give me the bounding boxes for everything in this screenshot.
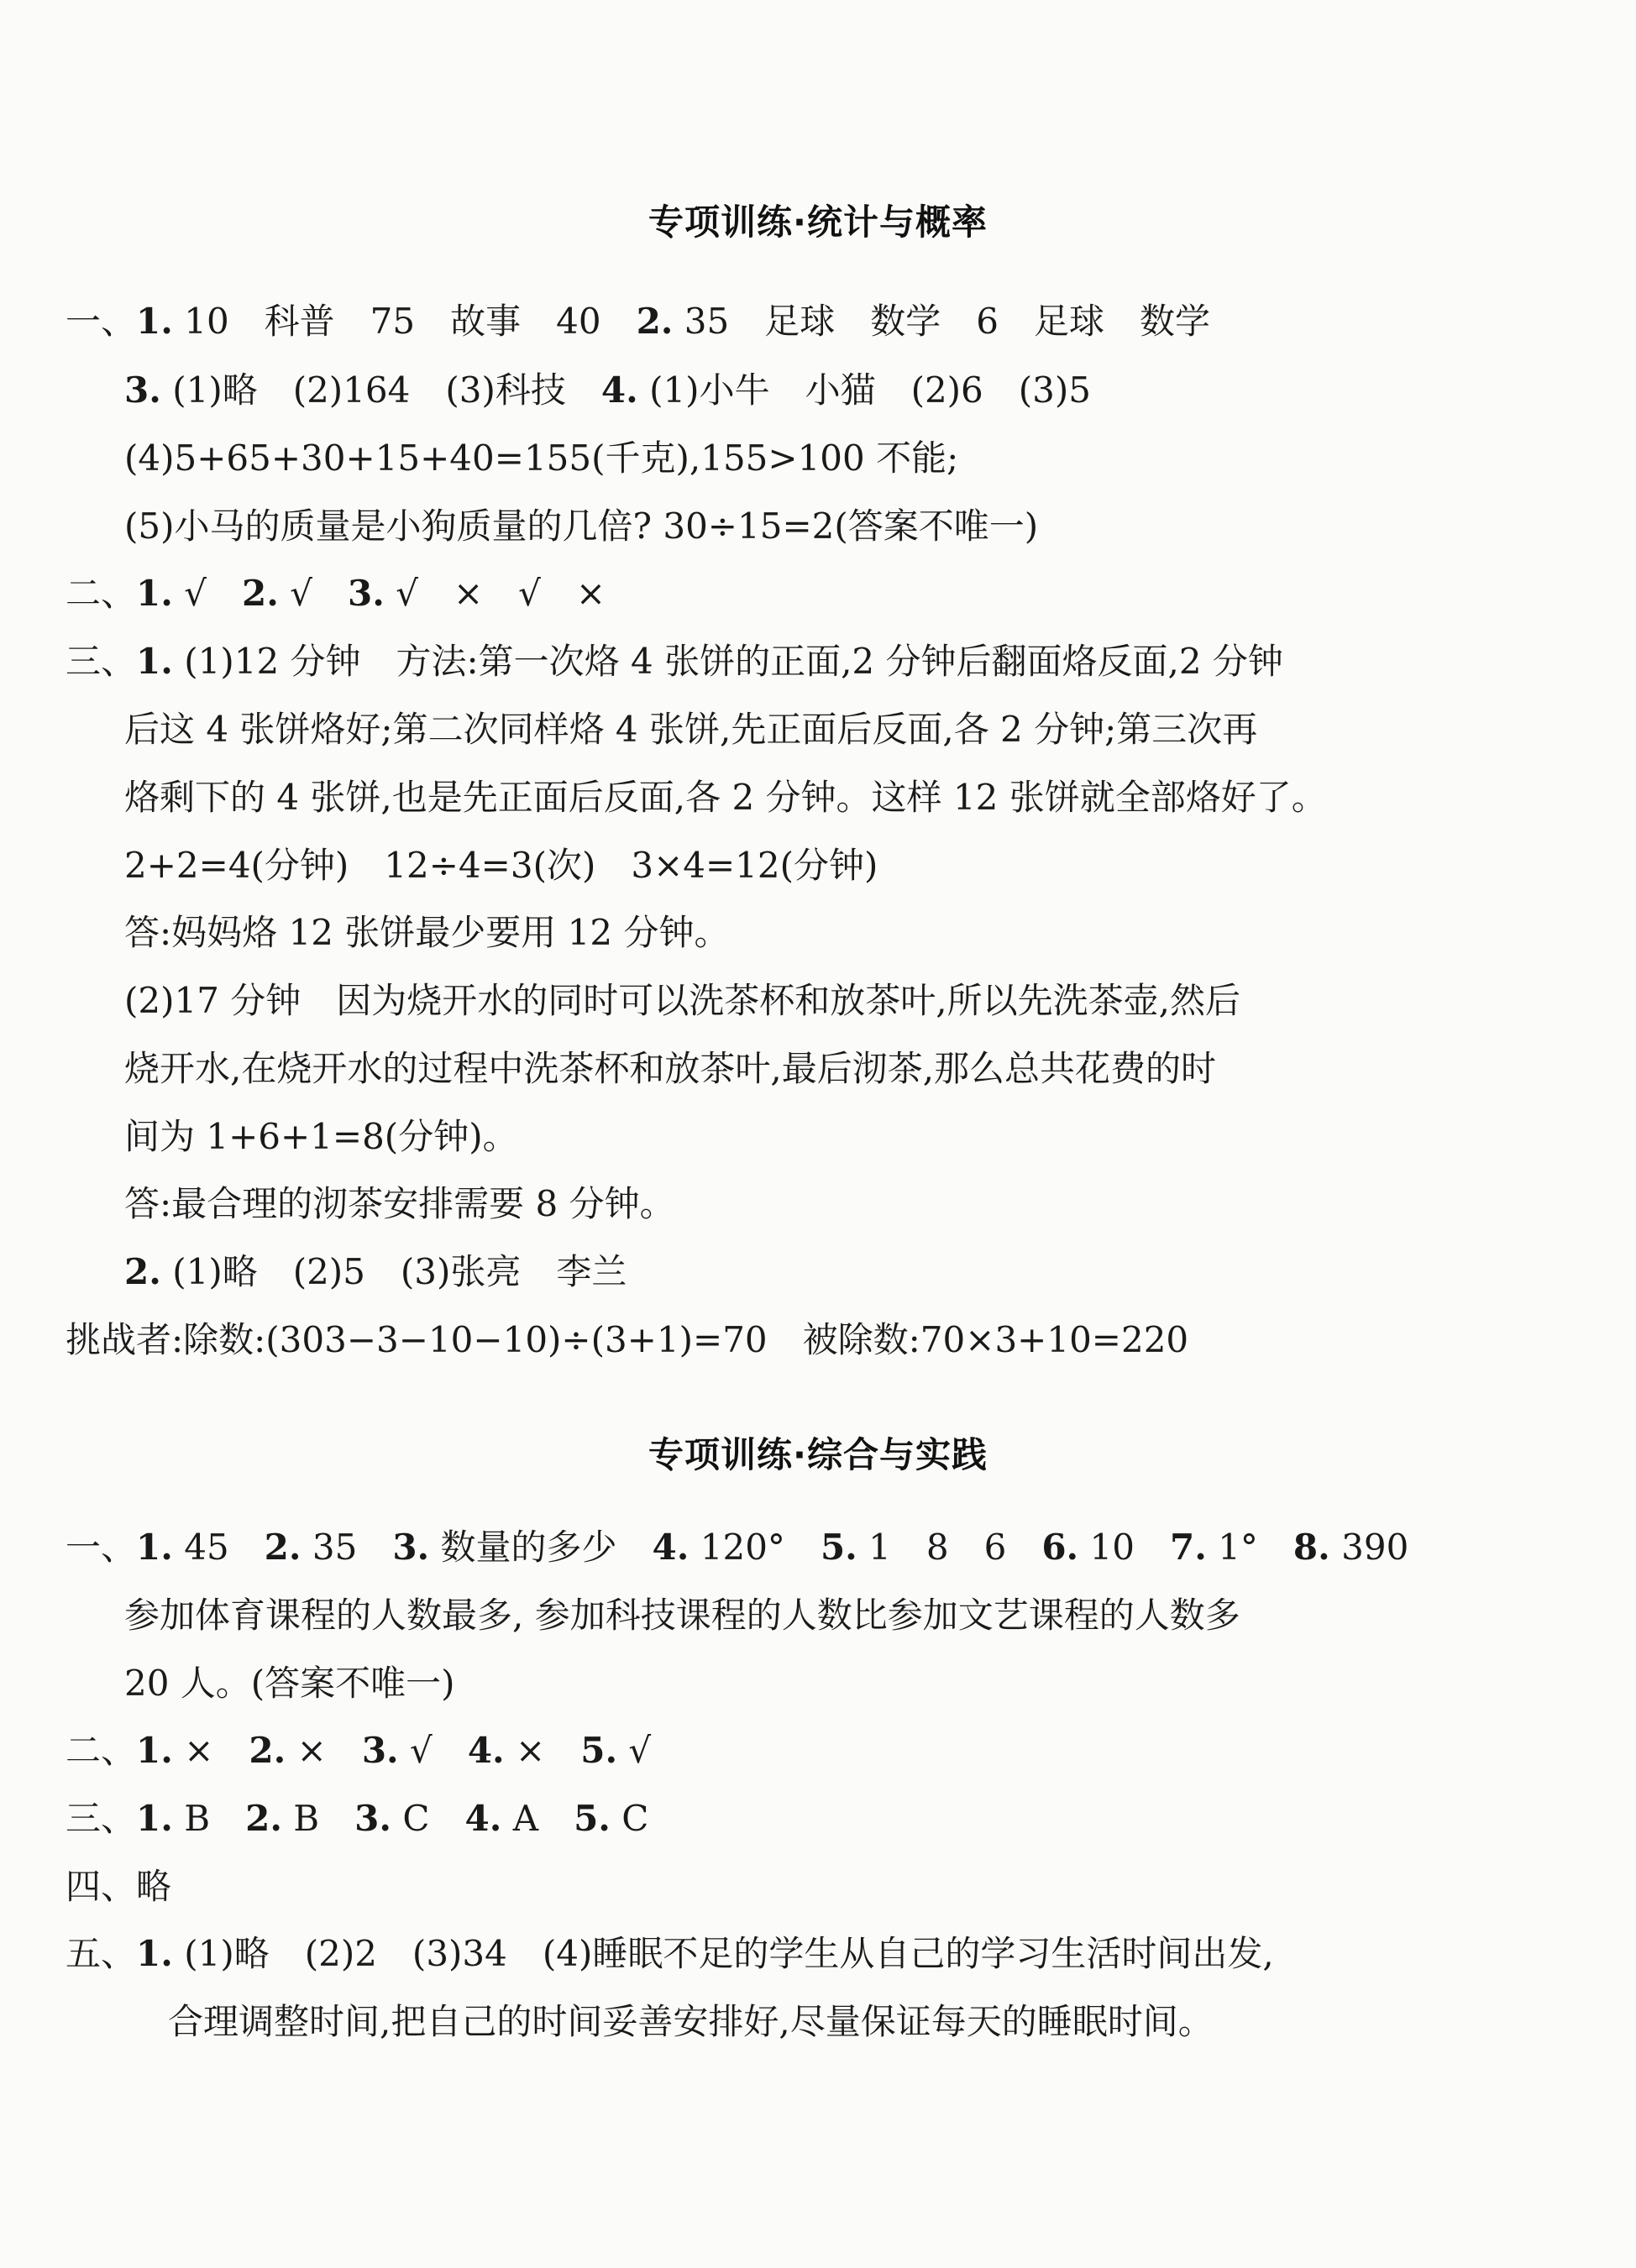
- answer-text: 10: [1078, 1527, 1170, 1568]
- answer-text: (1)小牛 小猫 (2)6 (3)5: [637, 369, 1091, 411]
- practice-line-8: [168, 2001, 1214, 2042]
- answer-text: (5)小马的质量是小狗质量的几倍? 30÷15=2(答案不唯一): [124, 505, 1039, 547]
- answer-text: B: [172, 1798, 246, 1839]
- answer-text: √ × √ ×: [384, 573, 606, 614]
- statistics-line-3: [124, 437, 959, 479]
- question-number: 1.: [136, 301, 173, 342]
- answer-text: ×: [504, 1730, 581, 1771]
- question-number: 2.: [242, 573, 279, 614]
- question-number: 3.: [347, 573, 385, 614]
- practice-line-4: [66, 1730, 652, 1771]
- question-number: 2.: [124, 1251, 161, 1292]
- answer-text: 参加体育课程的人数最多, 参加科技课程的人数比参加文艺课程的人数多: [124, 1595, 1240, 1636]
- statistics-line-7: [124, 709, 1258, 750]
- answer-text: 数量的多少: [429, 1527, 653, 1568]
- practice-line-6: [66, 1866, 172, 1907]
- statistics-line-8: [124, 777, 1327, 818]
- question-number: 5.: [820, 1527, 857, 1568]
- answer-text: 一、: [66, 301, 137, 342]
- statistics-line-2: [124, 369, 1091, 411]
- question-number: 2.: [245, 1798, 282, 1839]
- answer-text: (1)略 (2)2 (3)34 (4)睡眠不足的学生从自己的学习生活时间出发,: [172, 1933, 1274, 1974]
- statistics-line-6: [66, 641, 1283, 682]
- statistics-line-13: [124, 1116, 518, 1157]
- question-number: 2.: [264, 1527, 302, 1568]
- question-number: 6.: [1041, 1527, 1079, 1568]
- answer-text: 间为 1+6+1=8(分钟)。: [124, 1116, 518, 1157]
- question-number: 5.: [580, 1730, 618, 1771]
- practice-line-2: [124, 1595, 1240, 1636]
- answer-text: C: [391, 1798, 465, 1839]
- practice-line-3: [124, 1663, 455, 1704]
- answer-text: 20 人。(答案不唯一): [124, 1663, 455, 1704]
- answer-text: 答:妈妈烙 12 张饼最少要用 12 分钟。: [124, 912, 730, 953]
- answer-text: (4)5+65+30+15+40=155(千克),155>100 不能;: [124, 437, 959, 479]
- statistics-line-15: [124, 1251, 627, 1292]
- answer-text: 三、: [66, 641, 137, 682]
- statistics-line-12: [124, 1048, 1217, 1089]
- answer-text: 2+2=4(分钟) 12÷4=3(次) 3×4=12(分钟): [124, 845, 878, 886]
- answer-text: 二、: [66, 1730, 137, 1771]
- question-number: 3.: [361, 1730, 399, 1771]
- question-number: 4.: [467, 1730, 505, 1771]
- answer-text: 1 8 6: [857, 1527, 1042, 1568]
- question-number: 1.: [136, 1933, 173, 1974]
- question-number: 7.: [1169, 1527, 1207, 1568]
- answer-text: (1)12 分钟 方法:第一次烙 4 张饼的正面,2 分钟后翻面烙反面,2 分钟: [172, 641, 1283, 682]
- section-title-practice: 专项训练·综合与实践: [648, 1434, 988, 1475]
- answer-text: (1)略 (2)164 (3)科技: [160, 369, 601, 411]
- statistics-line-9: [124, 845, 878, 886]
- answer-text: 答:最合理的沏茶安排需要 8 分钟。: [124, 1183, 675, 1224]
- answer-text: 五、: [66, 1933, 137, 1974]
- answer-text: A: [501, 1798, 574, 1839]
- answer-text: 后这 4 张饼烙好;第二次同样烙 4 张饼,先正面后反面,各 2 分钟;第三次再: [124, 709, 1258, 750]
- answer-text: 三、: [66, 1798, 137, 1839]
- answer-text: 1°: [1206, 1527, 1293, 1568]
- question-number: 4.: [652, 1527, 690, 1568]
- question-number: 5.: [574, 1798, 611, 1839]
- answer-text: ×: [172, 1730, 249, 1771]
- answer-text: 挑战者:除数:(303−3−10−10)÷(3+1)=70 被除数:70×3+10=220: [66, 1319, 1189, 1360]
- practice-line-7: [66, 1933, 1274, 1974]
- answer-text: ×: [286, 1730, 362, 1771]
- answer-text: 120°: [689, 1527, 821, 1568]
- answer-text: √: [172, 573, 242, 614]
- question-number: 1.: [136, 573, 173, 614]
- answer-text: B: [281, 1798, 355, 1839]
- answer-text: 10 科普 75 故事 40: [172, 301, 637, 342]
- question-number: 1.: [136, 1798, 173, 1839]
- answer-text: √: [278, 573, 348, 614]
- question-number: 1.: [136, 1527, 173, 1568]
- practice-line-1: [66, 1527, 1409, 1568]
- question-number: 3.: [354, 1798, 392, 1839]
- answer-text: (2)17 分钟 因为烧开水的同时可以洗茶杯和放茶叶,所以先洗茶壶,然后: [124, 980, 1240, 1021]
- answer-text: 45: [172, 1527, 265, 1568]
- statistics-line-11: [124, 980, 1240, 1021]
- question-number: 3.: [124, 369, 161, 411]
- question-number: 4.: [464, 1798, 502, 1839]
- answer-text: (1)略 (2)5 (3)张亮 李兰: [160, 1251, 627, 1292]
- answer-text: √: [398, 1730, 468, 1771]
- practice-line-5: [66, 1798, 649, 1839]
- statistics-line-16: [66, 1319, 1189, 1360]
- statistics-line-14: [124, 1183, 675, 1224]
- answer-text: 四、略: [66, 1866, 172, 1907]
- answer-text: 合理调整时间,把自己的时间妥善安排好,尽量保证每天的睡眠时间。: [168, 2001, 1214, 2042]
- statistics-line-1: [66, 301, 1210, 342]
- question-number: 1.: [136, 641, 173, 682]
- statistics-line-10: [124, 912, 730, 953]
- question-number: 3.: [392, 1527, 430, 1568]
- answer-text: 烧开水,在烧开水的过程中洗茶杯和放茶叶,最后沏茶,那么总共花费的时: [124, 1048, 1217, 1089]
- answer-text: √: [617, 1730, 652, 1771]
- statistics-line-4: [124, 505, 1039, 547]
- question-number: 8.: [1293, 1527, 1330, 1568]
- answer-text: 一、: [66, 1527, 137, 1568]
- answer-text: 二、: [66, 573, 137, 614]
- question-number: 2.: [249, 1730, 286, 1771]
- statistics-line-5: [66, 573, 606, 614]
- answer-text: 390: [1329, 1527, 1409, 1568]
- question-number: 2.: [636, 301, 674, 342]
- answer-text: 35 足球 数学 6 足球 数学: [673, 301, 1210, 342]
- question-number: 4.: [600, 369, 638, 411]
- answer-text: 烙剩下的 4 张饼,也是先正面后反面,各 2 分钟。这样 12 张饼就全部烙好了。: [124, 777, 1327, 818]
- answer-text: 35: [301, 1527, 393, 1568]
- answer-text: C: [610, 1798, 649, 1839]
- section-title-statistics: 专项训练·统计与概率: [648, 202, 988, 243]
- question-number: 1.: [136, 1730, 173, 1771]
